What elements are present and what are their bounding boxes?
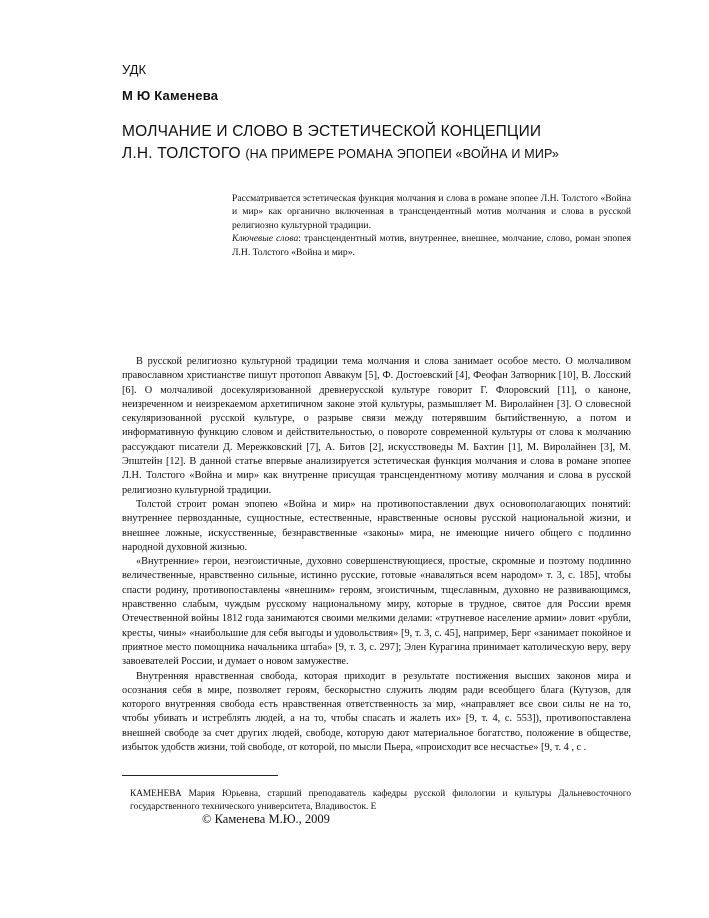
body-paragraph-2: Толстой строит роман эпопею «Война и мир» на противопоставлении двух основополагающих понятий: внутреннее первозданные, сущностные, естественные, нравственные основы русской национальной жизни, и внешнее ложные, искусственные, безнравственные «законы» мира, не имеющие ничего общего с подлинно народной духовной жизнью. bbox=[122, 498, 631, 553]
copyright-notice: © Каменева М.Ю., 2009 bbox=[202, 812, 330, 826]
article-body bbox=[122, 355, 631, 755]
title-main: Л.Н. ТОЛСТОГО bbox=[122, 145, 246, 162]
abstract-text: Рассматривается эстетическая функция молчания и слова в романе эпопее Л.Н. Толстого «Война и мир» как органично включенная в трансцендентный мотив молчания и слова в русской религиозно культурной традиции. bbox=[232, 193, 631, 231]
body-paragraph-3: «Внутренние» герои, неэгоистичные, духовно совершенствующиеся, простые, скромные и поэтому подлинно величественные, нравственно сильные, истинно русские, готовые «наваляться всем народом» т. 3, с. 185], чтобы спасти родину, противопоставлены «внешним» героям, эгоистичным, тщеславным, духовно не развивающимся, нравственно слабым, чуждым русскому национальному миру, которые в трудное, святое для России время Отечественной войны 1812 года занимаются своими мелкими делами: «трутневое население армии» ловит «рубли, кресты, чины» «наибольшие для себя выгоды и удовольствия» [9, т. 3, с. 45], например, Берг «занимает покойное и приятное место помощника начальника штаба» [9, т. 3, с. 297]; Элен Курагина принимает католическую веру, веру завоевателей России, и думает о новом замужестве. bbox=[122, 556, 631, 668]
article-title-line2 bbox=[122, 145, 559, 163]
body-paragraph-1: В русской религиозно культурной традиции тема молчания и слова занимает особое место. О молчаливом православном христианстве пишут протопоп Аввакум [5], Ф. Достоевский [4], Феофан Затворник [10], В. Лосский [6]. О молчаливой досекуляризованной древнерусской культуре говорит Г. Флоровский [11], о каноне, неизреченном и неизрекаемом архетипичном законе этой культуры, размышляет М. Виролайнен [3]. О словесной секуляризованной русской культуре, о разрыве связи между потерявшим бытийственную, а потом и информативную функцию словом и действительностью, о повороте современной культуры от слова к молчанию рассуждают писатели Д. Мережковский [7], А. Битов [2], искусствоведы М. Бахтин [1], М. Виролайнен [3], М. Эпштейн [12]. В данной статье впервые анализируется эстетическая функция молчания и слова в романе эпопее Л.Н. Толстого «Война и мир» как внутренне присущая трансцендентному мотиву молчания и слова в русской религиозно культурной традиции. bbox=[122, 356, 631, 496]
author-name: М Ю Каменева bbox=[122, 88, 219, 103]
keywords-label: Ключевые слова bbox=[232, 233, 299, 245]
keywords bbox=[232, 232, 631, 259]
author-footnote: КАМЕНЕВА Мария Юрьевна, старший преподаватель кафедры русской филологии и культуры Дальневосточного государственного технического университета, Владивосток. E bbox=[130, 789, 631, 812]
title-subtitle: (НА ПРИМЕРЕ РОМАНА ЭПОПЕИ «ВОЙНА И МИР» bbox=[245, 147, 560, 161]
keywords-list: : трансцендентный мотив, внутреннее, внешнее, молчание, слово, роман эпопея Л.Н. Толстого «Война и мир». bbox=[232, 233, 631, 258]
abstract bbox=[232, 192, 631, 259]
article-title-line1: МОЛЧАНИЕ И СЛОВО В ЭСТЕТИЧЕСКОЙ КОНЦЕПЦИИ bbox=[122, 123, 542, 140]
footnote-divider bbox=[122, 775, 278, 776]
udk-label: УДК bbox=[122, 62, 147, 77]
body-paragraph-4: Внутренняя нравственная свобода, которая приходит в результате постижения высших законов мира и осознания себя в мире, позволяет героям, бескорыстно служить людям ради всеобщего блага (Кутузов, для которого внутренняя свобода есть нравственная ответственность за мир, «направляет все свои силы не на то, чтобы убивать и истреблять людей, а на то, чтобы спасать и жалеть их» [9, т. 4, с. 553]), противопоставлена внешней свободе за счет других людей, свободе, которую дают материальное богатство, положение в обществе, избыток удобств жизни, той свободе, от которой, по мысли Пьера, «происходит все несчастье» [9, т. 4 , с . bbox=[122, 670, 631, 754]
